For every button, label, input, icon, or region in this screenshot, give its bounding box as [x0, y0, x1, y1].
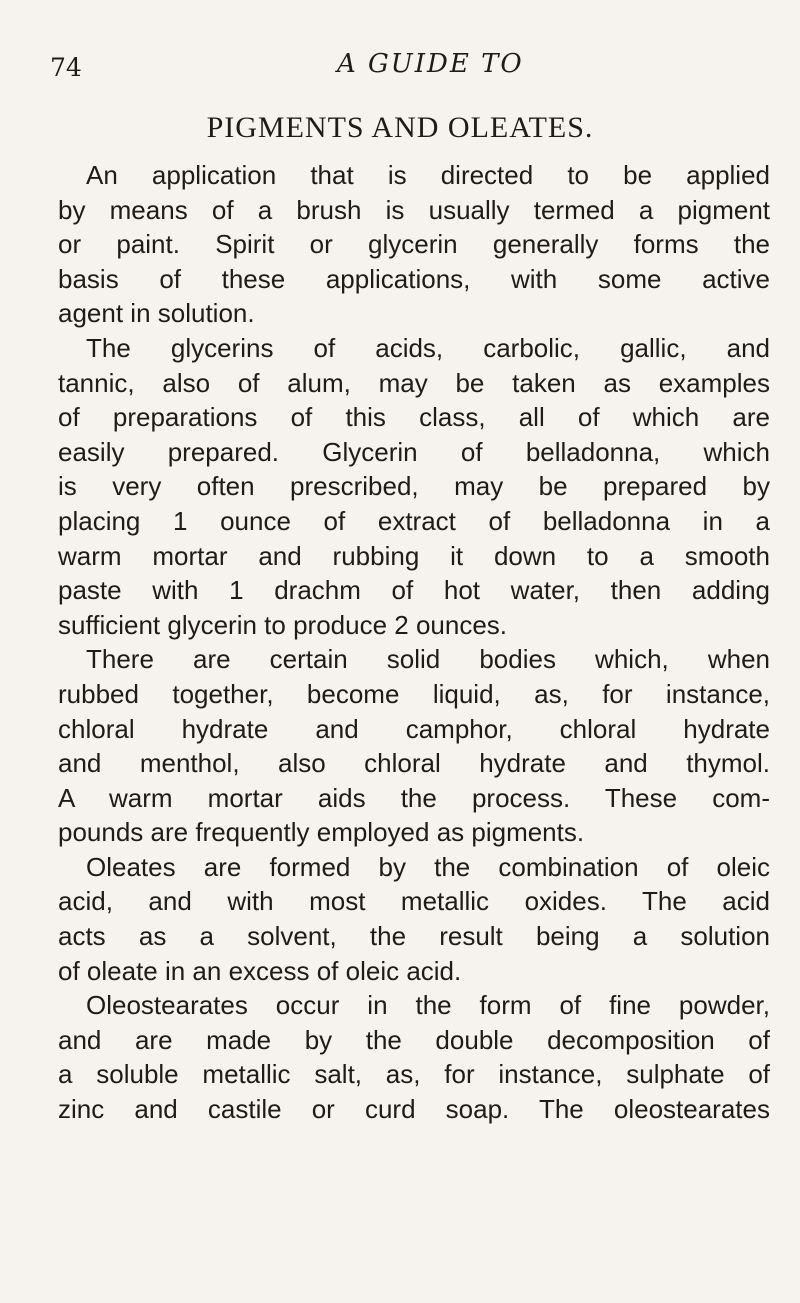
body-text: [58, 158, 770, 1127]
text-line: or paint. Spirit or glycerin generally forms the: [58, 229, 770, 260]
text-line: and are made by the double decomposition of: [58, 1024, 770, 1055]
text-line: zinc and castile or curd soap. The oleostearates: [58, 1094, 770, 1125]
text-line: is very often prescribed, may be prepared by: [58, 471, 770, 502]
text-line: rubbed together, become liquid, as, for instance,: [58, 678, 770, 709]
text-line: basis of these applications, with some active: [58, 263, 770, 294]
text-line: by means of a brush is usually termed a pigment: [58, 194, 770, 225]
text-line: There are certain solid bodies which, when: [86, 644, 770, 675]
text-line: pounds are frequently employed as pigments.: [58, 817, 585, 848]
text-line: easily prepared. Glycerin of belladonna, which: [58, 436, 770, 467]
text-line: acts as a solvent, the result being a solution: [58, 921, 770, 952]
running-head: [50, 48, 760, 88]
text-line: The glycerins of acids, carbolic, gallic, and: [86, 332, 770, 363]
text-line: paste with 1 drachm of hot water, then adding: [58, 575, 770, 606]
text-line: of preparations of this class, all of which are: [58, 402, 770, 433]
text-line: a soluble metallic salt, as, for instance, sulphate of: [58, 1059, 770, 1090]
text-line: Oleostearates occur in the form of fine powder,: [86, 990, 770, 1021]
text-line: chloral hydrate and camphor, chloral hydrate: [58, 713, 770, 744]
section-title: PIGMENTS AND OLEATES.: [206, 111, 594, 144]
text-line: warm mortar and rubbing it down to a smooth: [58, 540, 770, 571]
text-line: Oleates are formed by the combination of oleic: [86, 851, 770, 882]
text-line: An application that is directed to be applied: [86, 160, 770, 190]
text-line: of oleate in an excess of oleic acid.: [58, 955, 462, 986]
text-line: tannic, also of alum, may be taken as examples: [58, 367, 770, 398]
text-line: A warm mortar aids the process. These com-: [58, 782, 770, 813]
text-line: placing 1 ounce of extract of belladonna in a: [58, 505, 770, 536]
text-line: sufficient glycerin to produce 2 ounces.: [58, 609, 508, 640]
running-title: A GUIDE TO: [337, 49, 524, 79]
text-line: and menthol, also chloral hydrate and thymol.: [58, 748, 770, 779]
text-line: acid, and with most metallic oxides. The acid: [58, 886, 770, 917]
page-number: 74: [50, 53, 82, 82]
text-line: agent in solution.: [58, 298, 255, 329]
